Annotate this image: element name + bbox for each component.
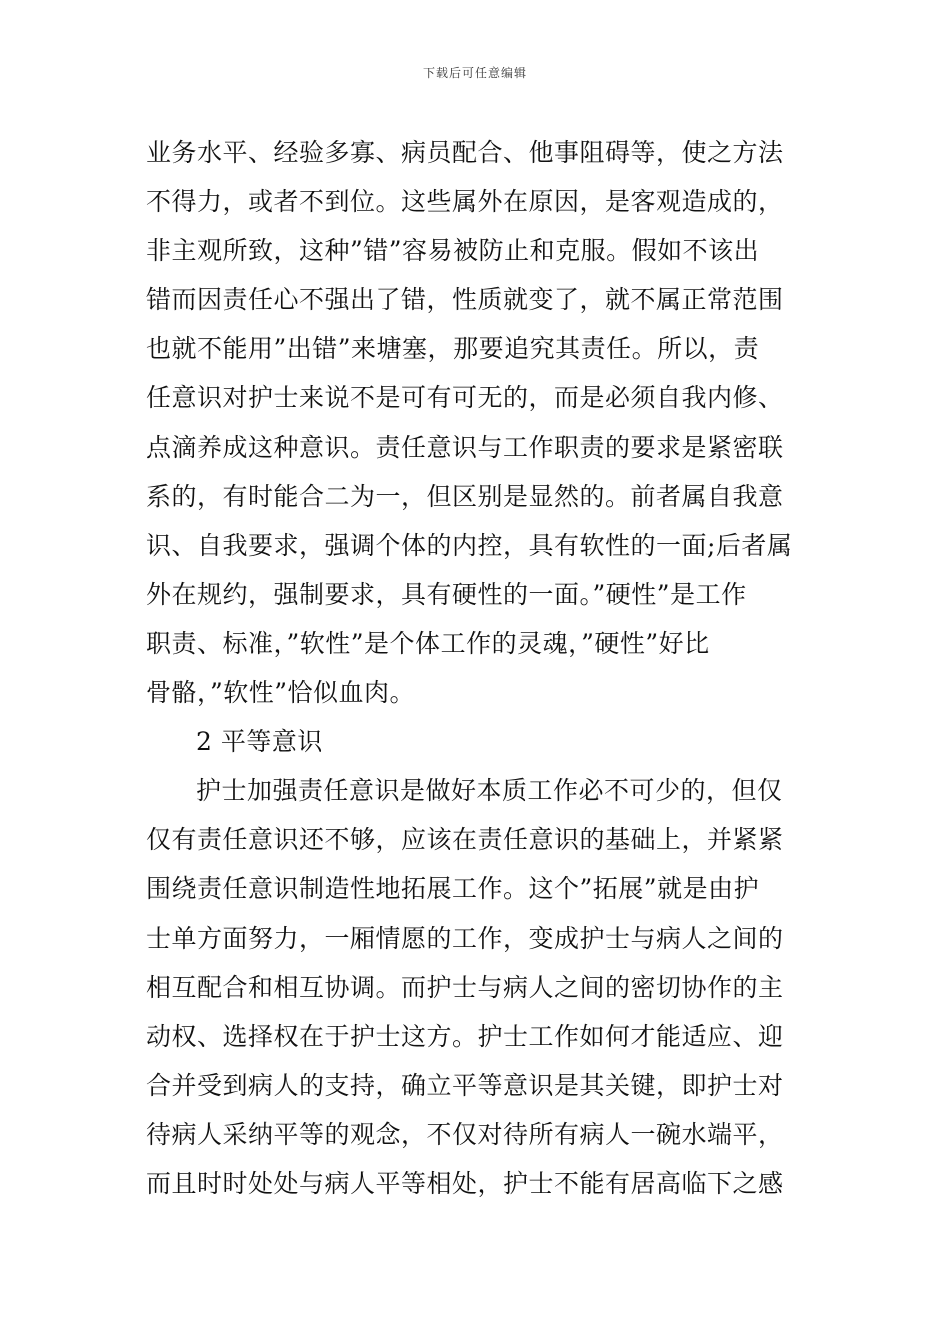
text-line: 2 平等意识 bbox=[196, 727, 323, 757]
text-line: 而且时时处处与病人平等相处，护士不能有居高临下之感 bbox=[146, 1168, 784, 1198]
text-line: 业务水平、经验多寡、病员配合、他事阻碍等，使之方法 bbox=[146, 138, 784, 167]
text-line: 仅有责任意识还不够，应该在责任意识的基础上，并紧紧 bbox=[146, 825, 784, 855]
text-line: 错而因责任心不强出了错，性质就变了，就不属正常范围 bbox=[146, 285, 784, 315]
text-line: 动权、选择权在于护士这方。护士工作如何才能适应、迎 bbox=[146, 1021, 784, 1051]
text-line: 不得力，或者不到位。这些属外在原因，是客观造成的， bbox=[146, 187, 784, 217]
text-line: 也就不能用”出错”来塘塞，那要追究其责任。所以，责 bbox=[146, 334, 760, 364]
text-line: 识、自我要求，强调个体的内控，具有软性的一面;后者属 bbox=[146, 530, 793, 560]
text-line: 士单方面努力，一厢情愿的工作，变成护士与病人之间的 bbox=[146, 923, 784, 953]
text-line: 点滴养成这种意识。责任意识与工作职责的要求是紧密联 bbox=[146, 432, 784, 462]
text-line: 系的，有时能合二为一，但区别是显然的。前者属自我意 bbox=[146, 481, 784, 511]
text-line: 护士加强责任意识是做好本质工作必不可少的，但仅 bbox=[196, 776, 783, 806]
text-line: 职责、标准，”软性”是个体工作的灵魂，”硬性”好比 bbox=[146, 628, 710, 658]
text-line: 外在规约，强制要求，具有硬性的一面。”硬性”是工作 bbox=[146, 579, 747, 609]
text-line: 非主观所致，这种”错”容易被防止和克服。假如不该出 bbox=[146, 236, 760, 266]
body-text bbox=[146, 128, 806, 1208]
text-line: 骨骼，”软性”恰似血肉。 bbox=[146, 678, 416, 708]
text-line: 围绕责任意识制造性地拓展工作。这个”拓展”就是由护 bbox=[146, 874, 760, 904]
text-line: 合并受到病人的支持，确立平等意识是其关键，即护士对 bbox=[146, 1070, 784, 1100]
text-line: 相互配合和相互协调。而护士与病人之间的密切协作的主 bbox=[146, 972, 784, 1002]
text-line: 任意识对护士来说不是可有可无的，而是必须自我内修、 bbox=[146, 383, 784, 413]
page-header: 下载后可任意编辑 bbox=[422, 66, 527, 80]
text-line: 待病人采纳平等的观念，不仅对待所有病人一碗水端平， bbox=[146, 1119, 784, 1149]
